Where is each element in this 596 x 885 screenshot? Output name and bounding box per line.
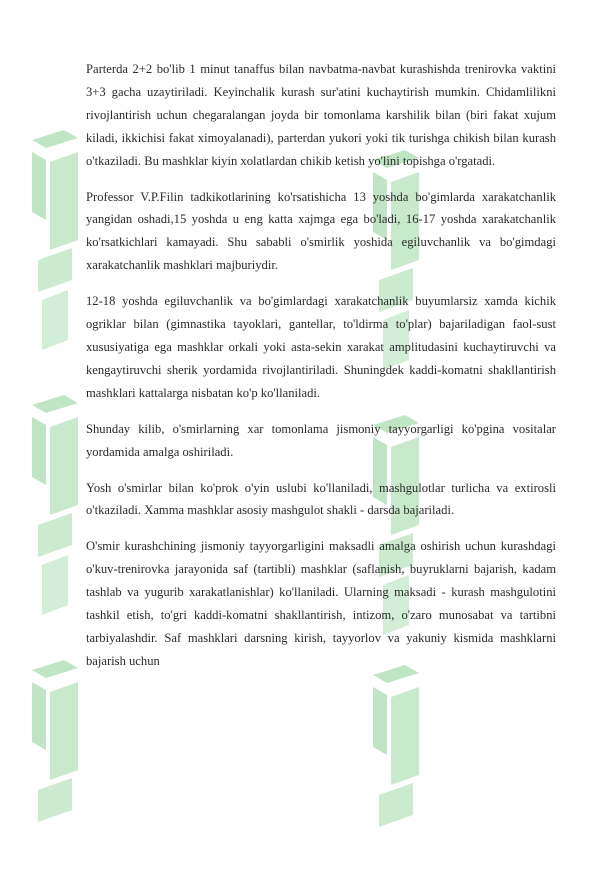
paragraph: 12-18 yoshda egiluvchanlik va bo'gimlardagi xarakatchanlik buyumlarsiz xamda kichik ogriklar bilan (gimnastika tayoklari, gantellar, to'ldirma to'plar) bajariladigan faol-sust xususiyatiga ega mashklar orkali yoki asta-sekin xarakat amplitudasini kuchaytiruvchi va kengaytiruvchi sherik yordamida rivojlantiriladi. Shuningdek kaddi-komatni shakllantirish mashklari kattalarga nisbatan ko'p ko'llaniladi.	[86, 294, 556, 400]
book-logo-icon	[24, 130, 86, 350]
book-logo-icon	[24, 660, 86, 880]
book-logo-icon	[24, 395, 86, 615]
paragraph: O'smir kurashchining jismoniy tayyorgarligini maksadli amalga oshirish uchun kurashdagi o'kuv-trenirovka jarayonida saf (tartibli) mashklar (saflanish, buyruklarni bajarish, kadam tashlab va yugurib xarakatlanishlar) ko'llaniladi. Ularning maksadi - kurash mashgulotini tashkil etish, to'gri kaddi-komatni shakllantirish, intizom, o'zaro munosabat va tartibni tarbiyalashdir. Saf mashklari darsning kirish, tayyorlov va yakuniy kismida mashklarni bajarish uchun	[86, 539, 556, 668]
paragraph: Professor V.P.Filin tadkikotlarining ko'rsatishicha 13 yoshda bo'gimlarda xarakatchanlik yangidan oshadi,15 yoshda u eng katta xajmga ega bo'ladi, 16-17 yoshda xarakatchanlik ko'rsatkichlari kamayadi. Shu sababli o'smirlik yoshida egiluvchanlik va bo'gimdagi xarakatchanlik mashklari majburiydir.	[86, 189, 556, 273]
paragraph: Parterda 2+2 bo'lib 1 minut tanaffus bilan navbatma-navbat kurashishda trenirovka vaktini 3+3 gacha uzaytiriladi. Keyinchalik kurash sur'atini kuchaytirish mumkin. Chidamlilikni rivojlantirish uchun chegaralangan joyda bir tomonlama karshilik bilan (biri fakat xujum kiladi, ikkichisi fakat ximoyalanadi), parterdan yukori yoki tik turishga chikish bilan kurash o'tkaziladi. Bu mashklar kiyin xolatlardan chikib ketish yo'lini topishga o'rgatadi.	[86, 62, 556, 168]
paragraph: Shunday kilib, o'smirlarning xar tomonlama jismoniy tayyorgarligi ko'pgina vositalar yordamida amalga oshiriladi.	[86, 421, 556, 459]
paragraph: Yosh o'smirlar bilan ko'prok o'yin uslubi ko'llaniladi, mashgulotlar turlicha va extirosli o'tkaziladi. Xamma mashklar asosiy mashgulot shakli - darsda bajariladi.	[86, 480, 556, 518]
book-logo-icon	[365, 665, 427, 885]
body-text	[86, 58, 556, 686]
